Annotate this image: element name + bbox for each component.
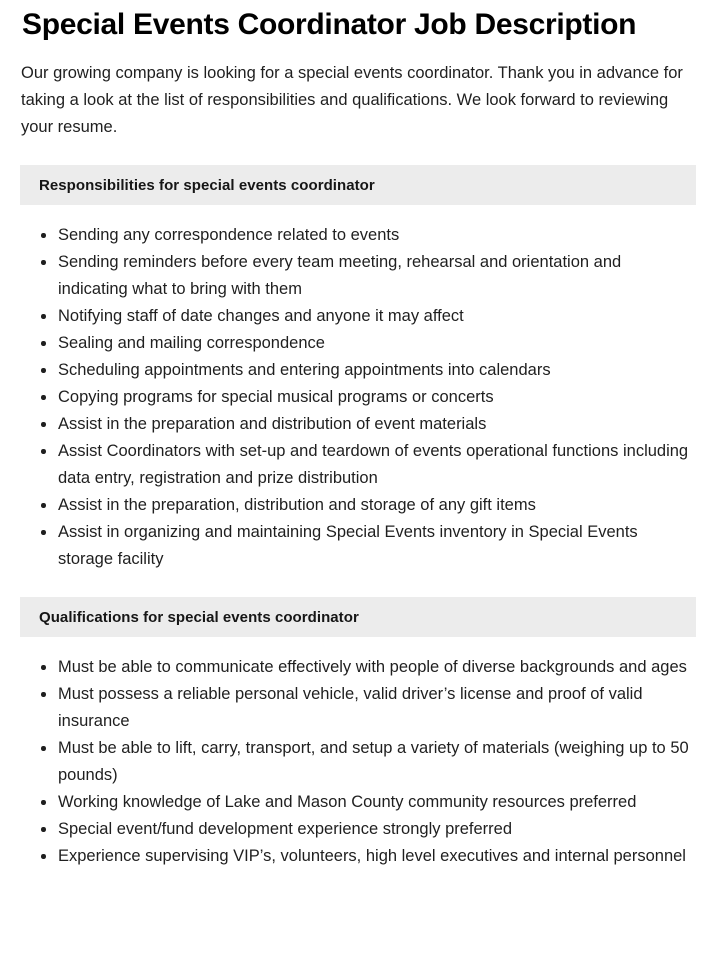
- bullet-icon: [41, 800, 46, 805]
- list-item: [0, 492, 696, 519]
- list-item: [0, 654, 696, 681]
- bullet-icon: [41, 746, 46, 751]
- bullet-icon: [41, 341, 46, 346]
- list-item: [0, 357, 696, 384]
- bullet-icon: [41, 314, 46, 319]
- list-item-text: Notifying staff of date changes and anyone it may affect: [58, 307, 464, 325]
- list-item-text: Sending reminders before every team meeting, rehearsal and orientation and indicating what to bring with them: [58, 253, 622, 298]
- list-item: [0, 843, 696, 870]
- list-item-text: Assist in the preparation, distribution and storage of any gift items: [58, 496, 536, 514]
- list-item-text: Assist in organizing and maintaining Special Events inventory in Special Events storage facility: [58, 523, 638, 568]
- list-item-text: Must be able to communicate effectively with people of diverse backgrounds and ages: [58, 658, 687, 676]
- list-item-text: Special event/fund development experience strongly preferred: [58, 820, 513, 838]
- list-item-text: Scheduling appointments and entering appointments into calendars: [58, 361, 551, 379]
- bullet-icon: [41, 395, 46, 400]
- list-item: [0, 384, 696, 411]
- bullet-icon: [41, 503, 46, 508]
- section-header-responsibilities: [20, 165, 696, 205]
- responsibilities-list: [0, 205, 720, 573]
- bullet-icon: [41, 530, 46, 535]
- list-item: [0, 222, 696, 249]
- list-item: [0, 411, 696, 438]
- section-header-label: Qualifications for special events coordinator: [39, 608, 359, 626]
- list-item-text: Experience supervising VIP’s, volunteers, high level executives and internal personnel: [58, 847, 686, 865]
- list-item-text: Assist Coordinators with set-up and teardown of events operational functions including data entry, registration and prize distribution: [58, 442, 689, 487]
- bullet-icon: [41, 854, 46, 859]
- list-item: [0, 438, 696, 492]
- list-item: [0, 789, 696, 816]
- list-item: [0, 816, 696, 843]
- bullet-icon: [41, 368, 46, 373]
- list-item-text: Copying programs for special musical programs or concerts: [58, 388, 494, 406]
- list-item: [0, 330, 696, 357]
- list-item: [0, 249, 696, 303]
- list-item-text: Must be able to lift, carry, transport, and setup a variety of materials (weighing up to 50 pounds): [58, 739, 689, 784]
- bullet-icon: [41, 665, 46, 670]
- list-item: [0, 735, 696, 789]
- bullet-icon: [41, 827, 46, 832]
- bullet-icon: [41, 422, 46, 427]
- bullet-icon: [41, 449, 46, 454]
- list-item: [0, 519, 696, 573]
- section-qualifications: [0, 597, 720, 870]
- list-item: [0, 681, 696, 735]
- bullet-icon: [41, 260, 46, 265]
- section-header-label: Responsibilities for special events coordinator: [39, 176, 375, 194]
- page-title: Special Events Coordinator Job Description: [22, 8, 637, 41]
- bullet-icon: [41, 692, 46, 697]
- list-item-text: Assist in the preparation and distribution of event materials: [58, 415, 487, 433]
- qualifications-list: [0, 637, 720, 870]
- section-header-qualifications: [20, 597, 696, 637]
- bullet-icon: [41, 233, 46, 238]
- list-item: [0, 303, 696, 330]
- section-responsibilities: [0, 165, 720, 573]
- intro-paragraph: Our growing company is looking for a special events coordinator. Thank you in advance for taking a look at the list of responsibilities and qualifications. We look forward to reviewing your resume.: [21, 64, 683, 136]
- list-item-text: Must possess a reliable personal vehicle, valid driver’s license and proof of valid insurance: [58, 685, 643, 730]
- list-item-text: Working knowledge of Lake and Mason County community resources preferred: [58, 793, 637, 811]
- list-item-text: Sending any correspondence related to events: [58, 226, 400, 244]
- list-item-text: Sealing and mailing correspondence: [58, 334, 325, 352]
